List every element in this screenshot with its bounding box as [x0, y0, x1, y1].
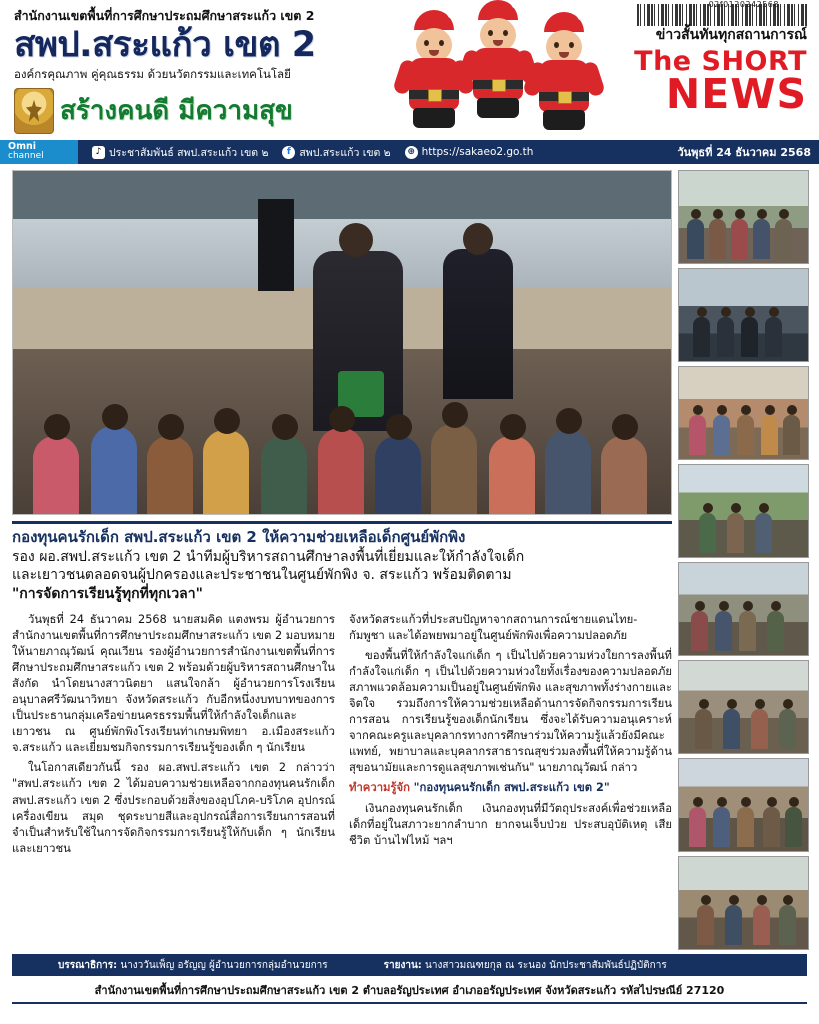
headline-sub-2: และเยาวชนตลอดจนผู้ปกครองและประชาชนในศูนย์พักพิง จ. สระแก้ว พร้อมติดตาม: [12, 567, 512, 584]
headline-quote: "การจัดการเรียนรู้ทุกที่ทุกเวลา": [12, 586, 203, 603]
publication-title: สพป.สระแก้ว เขต 2: [14, 25, 316, 65]
footer-rule: [12, 1002, 807, 1004]
masthead-left: [14, 6, 414, 134]
thumbnail-photo: [678, 366, 809, 460]
thumbnail-photo: [678, 268, 809, 362]
slogan-row: [14, 88, 414, 134]
hero-children-group: [13, 384, 671, 514]
tiktok-icon: ♪: [92, 146, 105, 159]
thumbnail-photo: [678, 562, 809, 656]
organization-line: สำนักงานเขตพื้นที่การศึกษาประถมศึกษาสระแก้ว เขต 2: [14, 8, 315, 23]
callout-heading: [349, 780, 672, 796]
news-tagline: ข่าวสั้นทันทุกสถานการณ์: [655, 27, 807, 43]
main-content: [0, 164, 819, 950]
editor-name: นางววันเพ็ญ อรัญญ ผู้อำนวยการกลุ่มอำนวยการ: [120, 959, 328, 971]
slogan-primary: องค์กรคุณภาพ คู่คุณธรรม ด้วยนวัตกรรมและเทคโนโลยี: [14, 66, 291, 81]
headline-rule: [12, 521, 672, 524]
reporter-name: นางสาวมณฑยกุล ณ ระนอง นักประชาสัมพันธ์ปฏิบัติการ: [425, 959, 667, 971]
facebook-channel[interactable]: [282, 144, 390, 161]
facebook-handle: สพป.สระแก้ว เขต ๒: [299, 146, 391, 159]
thumbnail-photo: [678, 170, 809, 264]
article-column-right: [349, 612, 672, 860]
left-column: [12, 170, 672, 950]
credits-bar: [12, 954, 807, 976]
right-photo-column: [678, 170, 809, 950]
callout-label: ทำความรู้จัก: [349, 781, 411, 795]
paragraph: ของพื้นที่ให้กำลังใจแก่เด็ก ๆ เป็นไปด้วยความห่วงใยการลงพื้นที่กำลังใจแก่เด็ก ๆ เป็นไปด้วยความห่วงใยทั้งเรื่องของความปลอดภัย สภาพแวดล้อมความเป็นอยู่ในศูนย์พักพิง และสุขภาพทั้งร่างกายและจิตใจ รวมถึงการให้ความช่วยเหลือด้านการจัดกิจกรรมการเรียนการสอน การเรียนรู้ของเด็กนักเรียน ซึ่งจะได้รับความอนุเคราะห์จากคณะครูและบุคลากรทางการศึกษาร่วมให้ความรู้แล้วยังมีคณะแพทย์, พยาบาลและบุคลากรสาธารณสุขร่วมลงพื้นที่ให้ความรู้ด้านสุขอนามัยและการดูแลสุขภาพเช่นกัน" นายภาณุวัฒน์ กล่าว: [349, 649, 672, 775]
callout-paragraph: เงินกองทุนคนรักเด็ก เงินกองทุนที่มีวัตถุประสงค์เพื่อช่วยเหลือเด็กที่อยู่ในสภาวะยากลำบาก ยากจนเจ็บป่วย ประสบอุบัติเหตุ เสียชีวิต บ้านไฟไหม้ ฯลฯ: [349, 801, 672, 847]
reporter-credit: [374, 958, 677, 973]
thumbnail-photo: [678, 660, 809, 754]
channel-infobar: [0, 140, 819, 164]
paragraph: จังหวัดสระแก้วที่ประสบปัญหาจากสถานการณ์ชายแดนไทย-กัมพูชา และได้อพยพมาอยู่ในศูนย์พักพิงเพื่อความปลอดภัย: [349, 613, 638, 643]
website-url: https://sakaeo2.go.th: [421, 146, 534, 158]
website-channel[interactable]: [405, 146, 534, 159]
tiktok-handle: ประชาสัมพันธ์ สพป.สระแก้ว เขต ๒: [109, 146, 269, 159]
omni-label-2: channel: [8, 151, 44, 162]
barcode-number: 02f0120242568: [708, 0, 779, 9]
thumbnail-photo: [678, 758, 809, 852]
globe-icon: ⊕: [405, 146, 418, 159]
thumbnail-photo: [678, 856, 809, 950]
masthead: [0, 0, 819, 140]
headline-sub-1: รอง ผอ.สพป.สระแก้ว เขต 2 นำทีมผู้บริหารสถานศึกษาลงพื้นที่เยี่ยมและให้กำลังใจเด็ก: [12, 548, 525, 565]
masthead-right: [567, 24, 807, 118]
footer-address: สำนักงานเขตพื้นที่การศึกษาประถมศึกษาสระแก้ว เขต 2 ตำบลอรัญประเทศ อำเภออรัญประเทศ จังหวัดสระแก้ว รหัสไปรษณีย์ 27120: [94, 984, 725, 997]
omni-label-1: Omni: [8, 141, 36, 153]
paragraph: วันพุธที่ 24 ธันวาคม 2568 นายสมคิด แตงพรม ผู้อำนวยการสำนักงานเขตพื้นที่การศึกษาประถมศึกษาสระแก้ว เขต 2 มอบหมายให้นายภาณุวัฒน์ คุณเวียน รองผู้อำนวยการสำนักงานเขตพื้นที่การศึกษาประถมศึกษาสระแก้ว เขต 2 พร้อมด้วยผู้บริหารสถานศึกษาในสังกัด นำโดยนางสาวนิตยา แสนใจกล้า ผู้อำนวยการโรงเรียนอนุบาลศรีวัฒนาวิทยา จังหวัดสระแก้ว กับอีกหนึ่งงบทบาทของการเป็นประธานกลุ่มเครือข่ายนครธรรมพื้นที่ให้กำลังใจเด็กและเยาวชน ณ ศูนย์พักพิงโรงเรียนท่าเกษมพิทยา อ.เมืองสระแก้ว จ.สระแก้ว และเยี่ยมชมกิจกรรมการเรียนรู้ของเด็ก ๆ นักเรียน: [12, 613, 335, 755]
facebook-icon: f: [282, 146, 295, 159]
editor-label: บรรณาธิการ:: [58, 959, 118, 971]
slogan-secondary: สร้างคนดี มีความสุข: [60, 96, 293, 127]
omni-channel-badge: [0, 140, 78, 164]
brand-the-short: The SHORT: [634, 46, 807, 77]
garuda-seal-icon: [14, 88, 54, 134]
thumbnail-photo: [678, 464, 809, 558]
reporter-label: รายงาน:: [383, 959, 422, 971]
callout-title: "กองทุนคนรักเด็ก สพป.สระแก้ว เขต 2": [413, 781, 610, 795]
brand-news: NEWS: [665, 70, 807, 118]
tiktok-channel[interactable]: [92, 144, 268, 161]
hero-photo: [12, 170, 672, 515]
article-column-left: [12, 612, 335, 860]
headline-main: กองทุนคนรักเด็ก สพป.สระแก้ว เขต 2 ให้ความช่วยเหลือเด็กศูนย์พักพิง: [12, 528, 466, 546]
publication-date: วันพุธที่ 24 ธันวาคม 2568: [677, 146, 811, 159]
article-body: [12, 612, 672, 860]
editor-credit: [48, 958, 338, 973]
headline-block: [12, 515, 672, 606]
paragraph: ในโอกาสเดียวกันนี้ รอง ผอ.สพป.สระแก้ว เขต 2 กล่าวว่า "สพป.สระแก้ว เขต 2 ได้มอบความช่วยเหลือจากกองทุนคนรักเด็ก สพป.สระแก้ว เขต 2 ซึ่งประกอบด้วยสิ่งของอุปโภค-บริโภค อุปกรณ์เครื่องเขียน สมุด ชุดระบายสีและอุปกรณ์สื่อการเรียนการสอนที่จำเป็นสำหรับใช้ในการจัดกิจกรรมการเรียนรู้ให้กับเด็ก ๆ นักเรียนและเยาวชน: [12, 761, 335, 855]
